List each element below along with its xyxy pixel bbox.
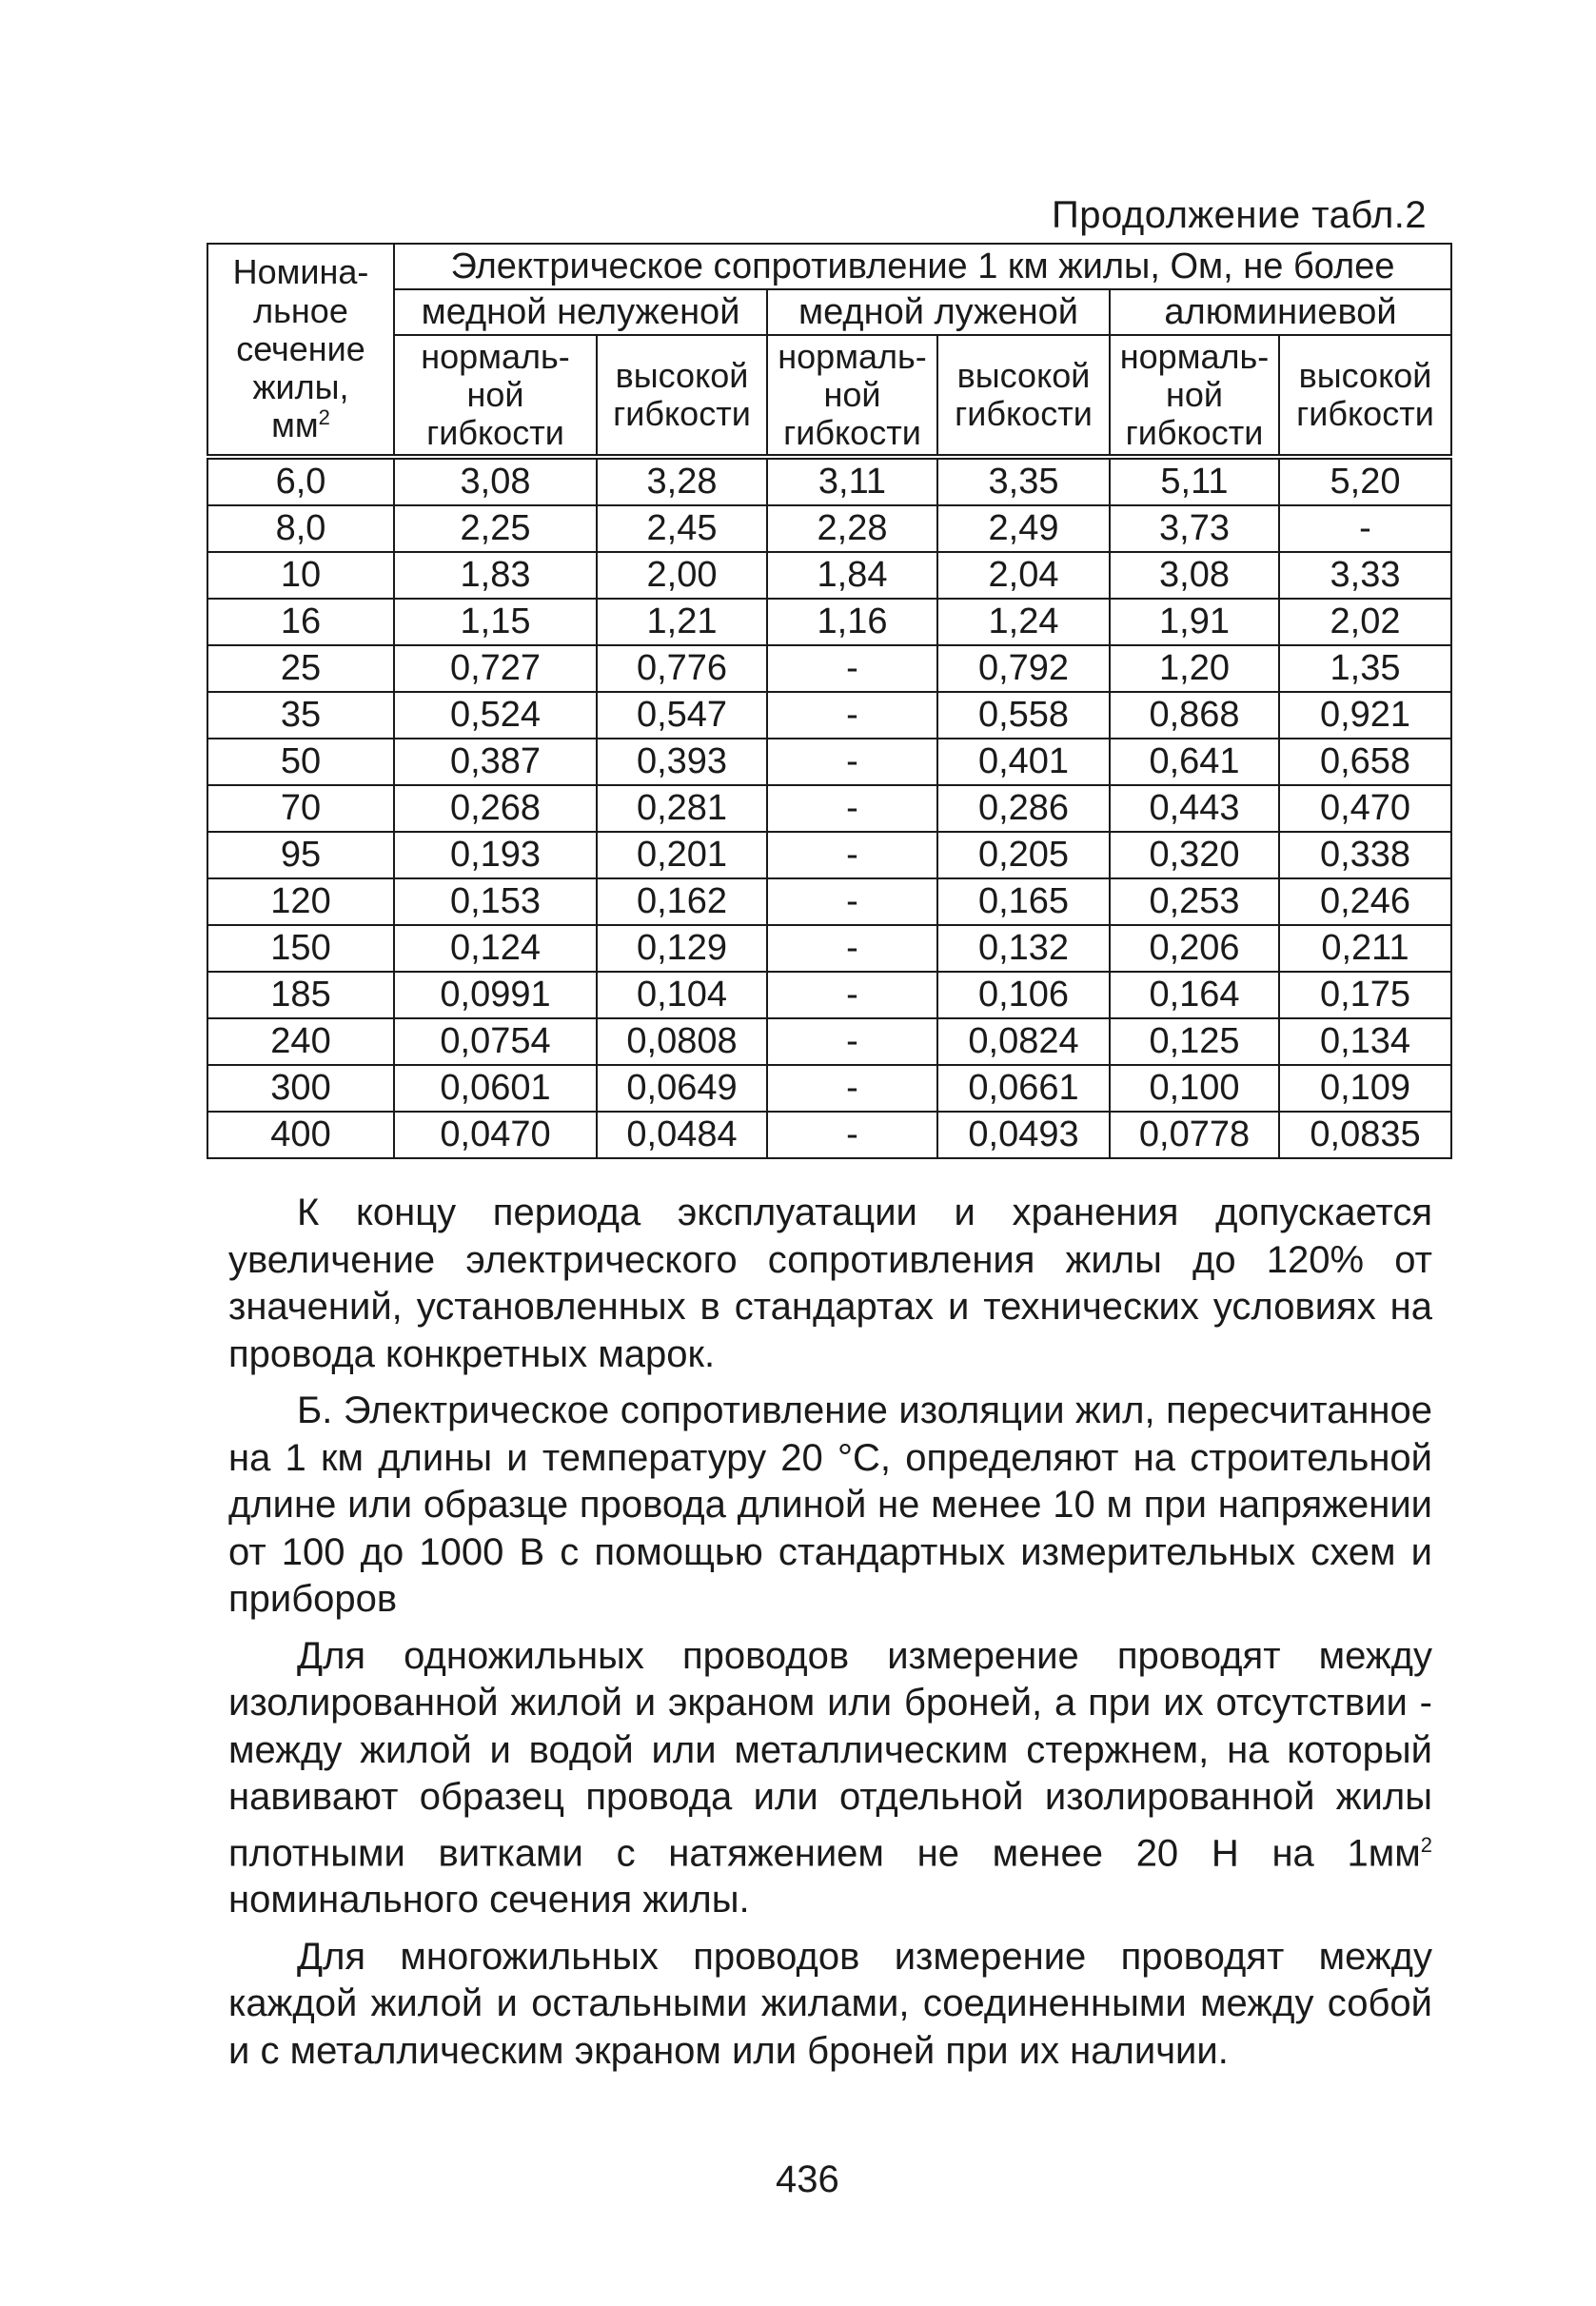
stub-line: Номина-	[232, 252, 369, 292]
flex-line: нормаль-	[778, 336, 927, 376]
cell-value: 0,393	[597, 739, 767, 785]
cell-value: 3,11	[767, 457, 937, 505]
flex-high-header	[1279, 335, 1451, 457]
cell-value: 2,00	[597, 552, 767, 599]
stub-header	[207, 244, 394, 457]
cell-value: 0,0824	[937, 1018, 1110, 1065]
cell-value: -	[767, 972, 937, 1018]
flex-line: высокой	[615, 355, 749, 395]
cell-value: 1,20	[1110, 645, 1279, 692]
cell-value: 0,0649	[597, 1065, 767, 1112]
flex-normal-header	[767, 335, 937, 457]
cell-value: 0,776	[597, 645, 767, 692]
cell-value: 0,320	[1110, 832, 1279, 878]
flex-line: гибкости	[613, 394, 751, 433]
cell-value: 1,83	[394, 552, 597, 599]
cell-value: 1,21	[597, 599, 767, 645]
cell-value: 0,558	[937, 692, 1110, 739]
table-row	[207, 692, 1451, 739]
paragraph: Б. Электрическое сопротивление изоляции жил, пересчитанное на 1 км длины и температуру 20 °С, определяют на строительной длине или образце провода длиной не менее 10 м при напряжении от 100 до 1000 В с помощью стандартных измерительных схем и приборов	[228, 1390, 1432, 1620]
flex-high-header	[937, 335, 1110, 457]
cell-value: 0,246	[1279, 878, 1451, 925]
paragraph	[228, 1633, 1432, 1924]
cell-value: 0,124	[394, 925, 597, 972]
material-copper-tinned: медной луженой	[767, 289, 1110, 335]
cell-value: 0,443	[1110, 785, 1279, 832]
table-continuation-label: Продолжение табл.2	[1052, 194, 1428, 236]
table-row	[207, 1018, 1451, 1065]
cell-value: 0,165	[937, 878, 1110, 925]
cell-value: -	[767, 878, 937, 925]
table-row	[207, 925, 1451, 972]
table-row	[207, 457, 1451, 505]
cell-section: 150	[207, 925, 394, 972]
cell-section: 10	[207, 552, 394, 599]
table-row	[207, 972, 1451, 1018]
cell-value: 0,100	[1110, 1065, 1279, 1112]
cell-section: 35	[207, 692, 394, 739]
table-row	[207, 599, 1451, 645]
cell-value: 0,658	[1279, 739, 1451, 785]
cell-value: 5,20	[1279, 457, 1451, 505]
flex-line: нормаль-	[421, 336, 570, 376]
cell-value: 0,268	[394, 785, 597, 832]
cell-section: 240	[207, 1018, 394, 1065]
cell-value: 0,281	[597, 785, 767, 832]
cell-value: 0,868	[1110, 692, 1279, 739]
paragraph-text: Для одножильных проводов измерение проводят между изолированной жилой и экраном или броней, а при их отсутствии - между жилой и водой или металлическим стержнем, на который навивают образец провода или отдельной изолированной жилы плотными витками с натяжением не менее 20 Н на 1мм	[228, 1634, 1432, 1874]
paragraph: Для многожильных проводов измерение проводят между каждой жилой и остальными жилами, соединенными между собой и с металлическим экраном или броней при их наличии.	[228, 1935, 1432, 2072]
flex-high-header	[597, 335, 767, 457]
cell-value: 0,205	[937, 832, 1110, 878]
body-text	[228, 1190, 1432, 2084]
table-row	[207, 739, 1451, 785]
cell-value: -	[767, 1112, 937, 1158]
table-row	[207, 832, 1451, 878]
cell-value: 0,547	[597, 692, 767, 739]
cell-value: 2,04	[937, 552, 1110, 599]
cell-value: 0,0661	[937, 1065, 1110, 1112]
cell-value: 0,727	[394, 645, 597, 692]
cell-value: 0,470	[1279, 785, 1451, 832]
cell-value: 0,153	[394, 878, 597, 925]
flex-line: высокой	[1298, 355, 1432, 395]
cell-value: 0,0470	[394, 1112, 597, 1158]
flex-line: ной	[1165, 374, 1223, 414]
cell-value: 1,84	[767, 552, 937, 599]
cell-value: -	[1279, 505, 1451, 552]
table-row	[207, 645, 1451, 692]
flex-line: гибкости	[955, 394, 1093, 433]
cell-value: 0,338	[1279, 832, 1451, 878]
flex-line: гибкости	[1125, 413, 1264, 453]
table-row	[207, 1112, 1451, 1158]
cell-value: 0,0601	[394, 1065, 597, 1112]
cell-value: 0,253	[1110, 878, 1279, 925]
page-number: 436	[776, 2158, 839, 2200]
stub-line: льное	[253, 290, 348, 330]
cell-value: 0,524	[394, 692, 597, 739]
cell-section: 300	[207, 1065, 394, 1112]
table-row	[207, 785, 1451, 832]
group-header: Электрическое сопротивление 1 км жилы, Ом, не более	[394, 244, 1451, 289]
cell-value: 3,08	[1110, 552, 1279, 599]
flex-line: ной	[823, 374, 881, 414]
cell-value: 1,24	[937, 599, 1110, 645]
cell-value: 0,0493	[937, 1112, 1110, 1158]
flex-line: гибкости	[783, 413, 921, 453]
cell-value: 3,28	[597, 457, 767, 505]
cell-value: 0,792	[937, 645, 1110, 692]
flex-line: высокой	[956, 355, 1091, 395]
stub-line: жилы,	[252, 367, 349, 407]
cell-value: -	[767, 925, 937, 972]
cell-value: 0,129	[597, 925, 767, 972]
unit-exponent: 2	[1420, 1832, 1432, 1857]
cell-value: 0,401	[937, 739, 1110, 785]
cell-value: 2,02	[1279, 599, 1451, 645]
cell-value: -	[767, 1018, 937, 1065]
cell-value: 0,0754	[394, 1018, 597, 1065]
flex-line: нормаль-	[1119, 336, 1270, 376]
paragraph: К концу периода эксплуатации и хранения допускается увеличение электрического сопротивления жилы до 120% от значений, установленных в стандартах и технических условиях на провода конкретных марок.	[228, 1192, 1432, 1375]
material-copper-untinned: медной нелуженой	[394, 289, 767, 335]
cell-value: -	[767, 692, 937, 739]
paragraph-text: номинального сечения жилы.	[228, 1879, 750, 1922]
cell-value: 0,193	[394, 832, 597, 878]
cell-value: 2,25	[394, 505, 597, 552]
cell-value: 0,0808	[597, 1018, 767, 1065]
cell-value: 2,49	[937, 505, 1110, 552]
cell-value: 1,91	[1110, 599, 1279, 645]
cell-section: 70	[207, 785, 394, 832]
cell-value: 0,201	[597, 832, 767, 878]
resistance-table	[207, 243, 1452, 1159]
table-row	[207, 878, 1451, 925]
cell-value: 0,134	[1279, 1018, 1451, 1065]
material-aluminum: алюминиевой	[1110, 289, 1451, 335]
flex-line: гибкости	[426, 413, 564, 453]
unit-exponent: 2	[318, 405, 330, 430]
stub-line	[208, 406, 393, 444]
cell-value: 0,106	[937, 972, 1110, 1018]
cell-value: 5,11	[1110, 457, 1279, 505]
cell-value: 0,164	[1110, 972, 1279, 1018]
table-body	[207, 457, 1451, 1158]
flex-line: ной	[466, 374, 524, 414]
cell-value: 1,15	[394, 599, 597, 645]
cell-section: 8,0	[207, 505, 394, 552]
flex-normal-header	[1110, 335, 1279, 457]
cell-value: -	[767, 739, 937, 785]
cell-value: 2,28	[767, 505, 937, 552]
cell-section: 16	[207, 599, 394, 645]
flex-normal-header	[394, 335, 597, 457]
cell-section: 120	[207, 878, 394, 925]
cell-value: 0,387	[394, 739, 597, 785]
cell-value: 2,45	[597, 505, 767, 552]
cell-value: 0,921	[1279, 692, 1451, 739]
table-row	[207, 552, 1451, 599]
cell-value: -	[767, 1065, 937, 1112]
table-row	[207, 505, 1451, 552]
cell-value: 0,109	[1279, 1065, 1451, 1112]
cell-value: 0,211	[1279, 925, 1451, 972]
cell-value: 1,16	[767, 599, 937, 645]
cell-value: 0,0778	[1110, 1112, 1279, 1158]
cell-section: 400	[207, 1112, 394, 1158]
cell-value: -	[767, 785, 937, 832]
cell-value: -	[767, 832, 937, 878]
cell-value: 0,0835	[1279, 1112, 1451, 1158]
cell-value: -	[767, 645, 937, 692]
cell-value: 0,206	[1110, 925, 1279, 972]
stub-line: сечение	[236, 328, 365, 368]
cell-value: 0,132	[937, 925, 1110, 972]
cell-value: 0,0484	[597, 1112, 767, 1158]
cell-section: 25	[207, 645, 394, 692]
cell-value: 3,73	[1110, 505, 1279, 552]
cell-section: 50	[207, 739, 394, 785]
cell-value: 3,08	[394, 457, 597, 505]
flex-line: гибкости	[1296, 394, 1434, 433]
cell-value: 3,33	[1279, 552, 1451, 599]
cell-value: 0,125	[1110, 1018, 1279, 1065]
cell-section: 95	[207, 832, 394, 878]
cell-value: 0,162	[597, 878, 767, 925]
cell-section: 185	[207, 972, 394, 1018]
cell-value: 3,35	[937, 457, 1110, 505]
cell-value: 0,175	[1279, 972, 1451, 1018]
cell-value: 0,0991	[394, 972, 597, 1018]
cell-value: 0,286	[937, 785, 1110, 832]
cell-value: 1,35	[1279, 645, 1451, 692]
cell-section: 6,0	[207, 457, 394, 505]
unit-mm: мм	[271, 405, 319, 445]
cell-value: 0,104	[597, 972, 767, 1018]
cell-value: 0,641	[1110, 739, 1279, 785]
table-row	[207, 1065, 1451, 1112]
